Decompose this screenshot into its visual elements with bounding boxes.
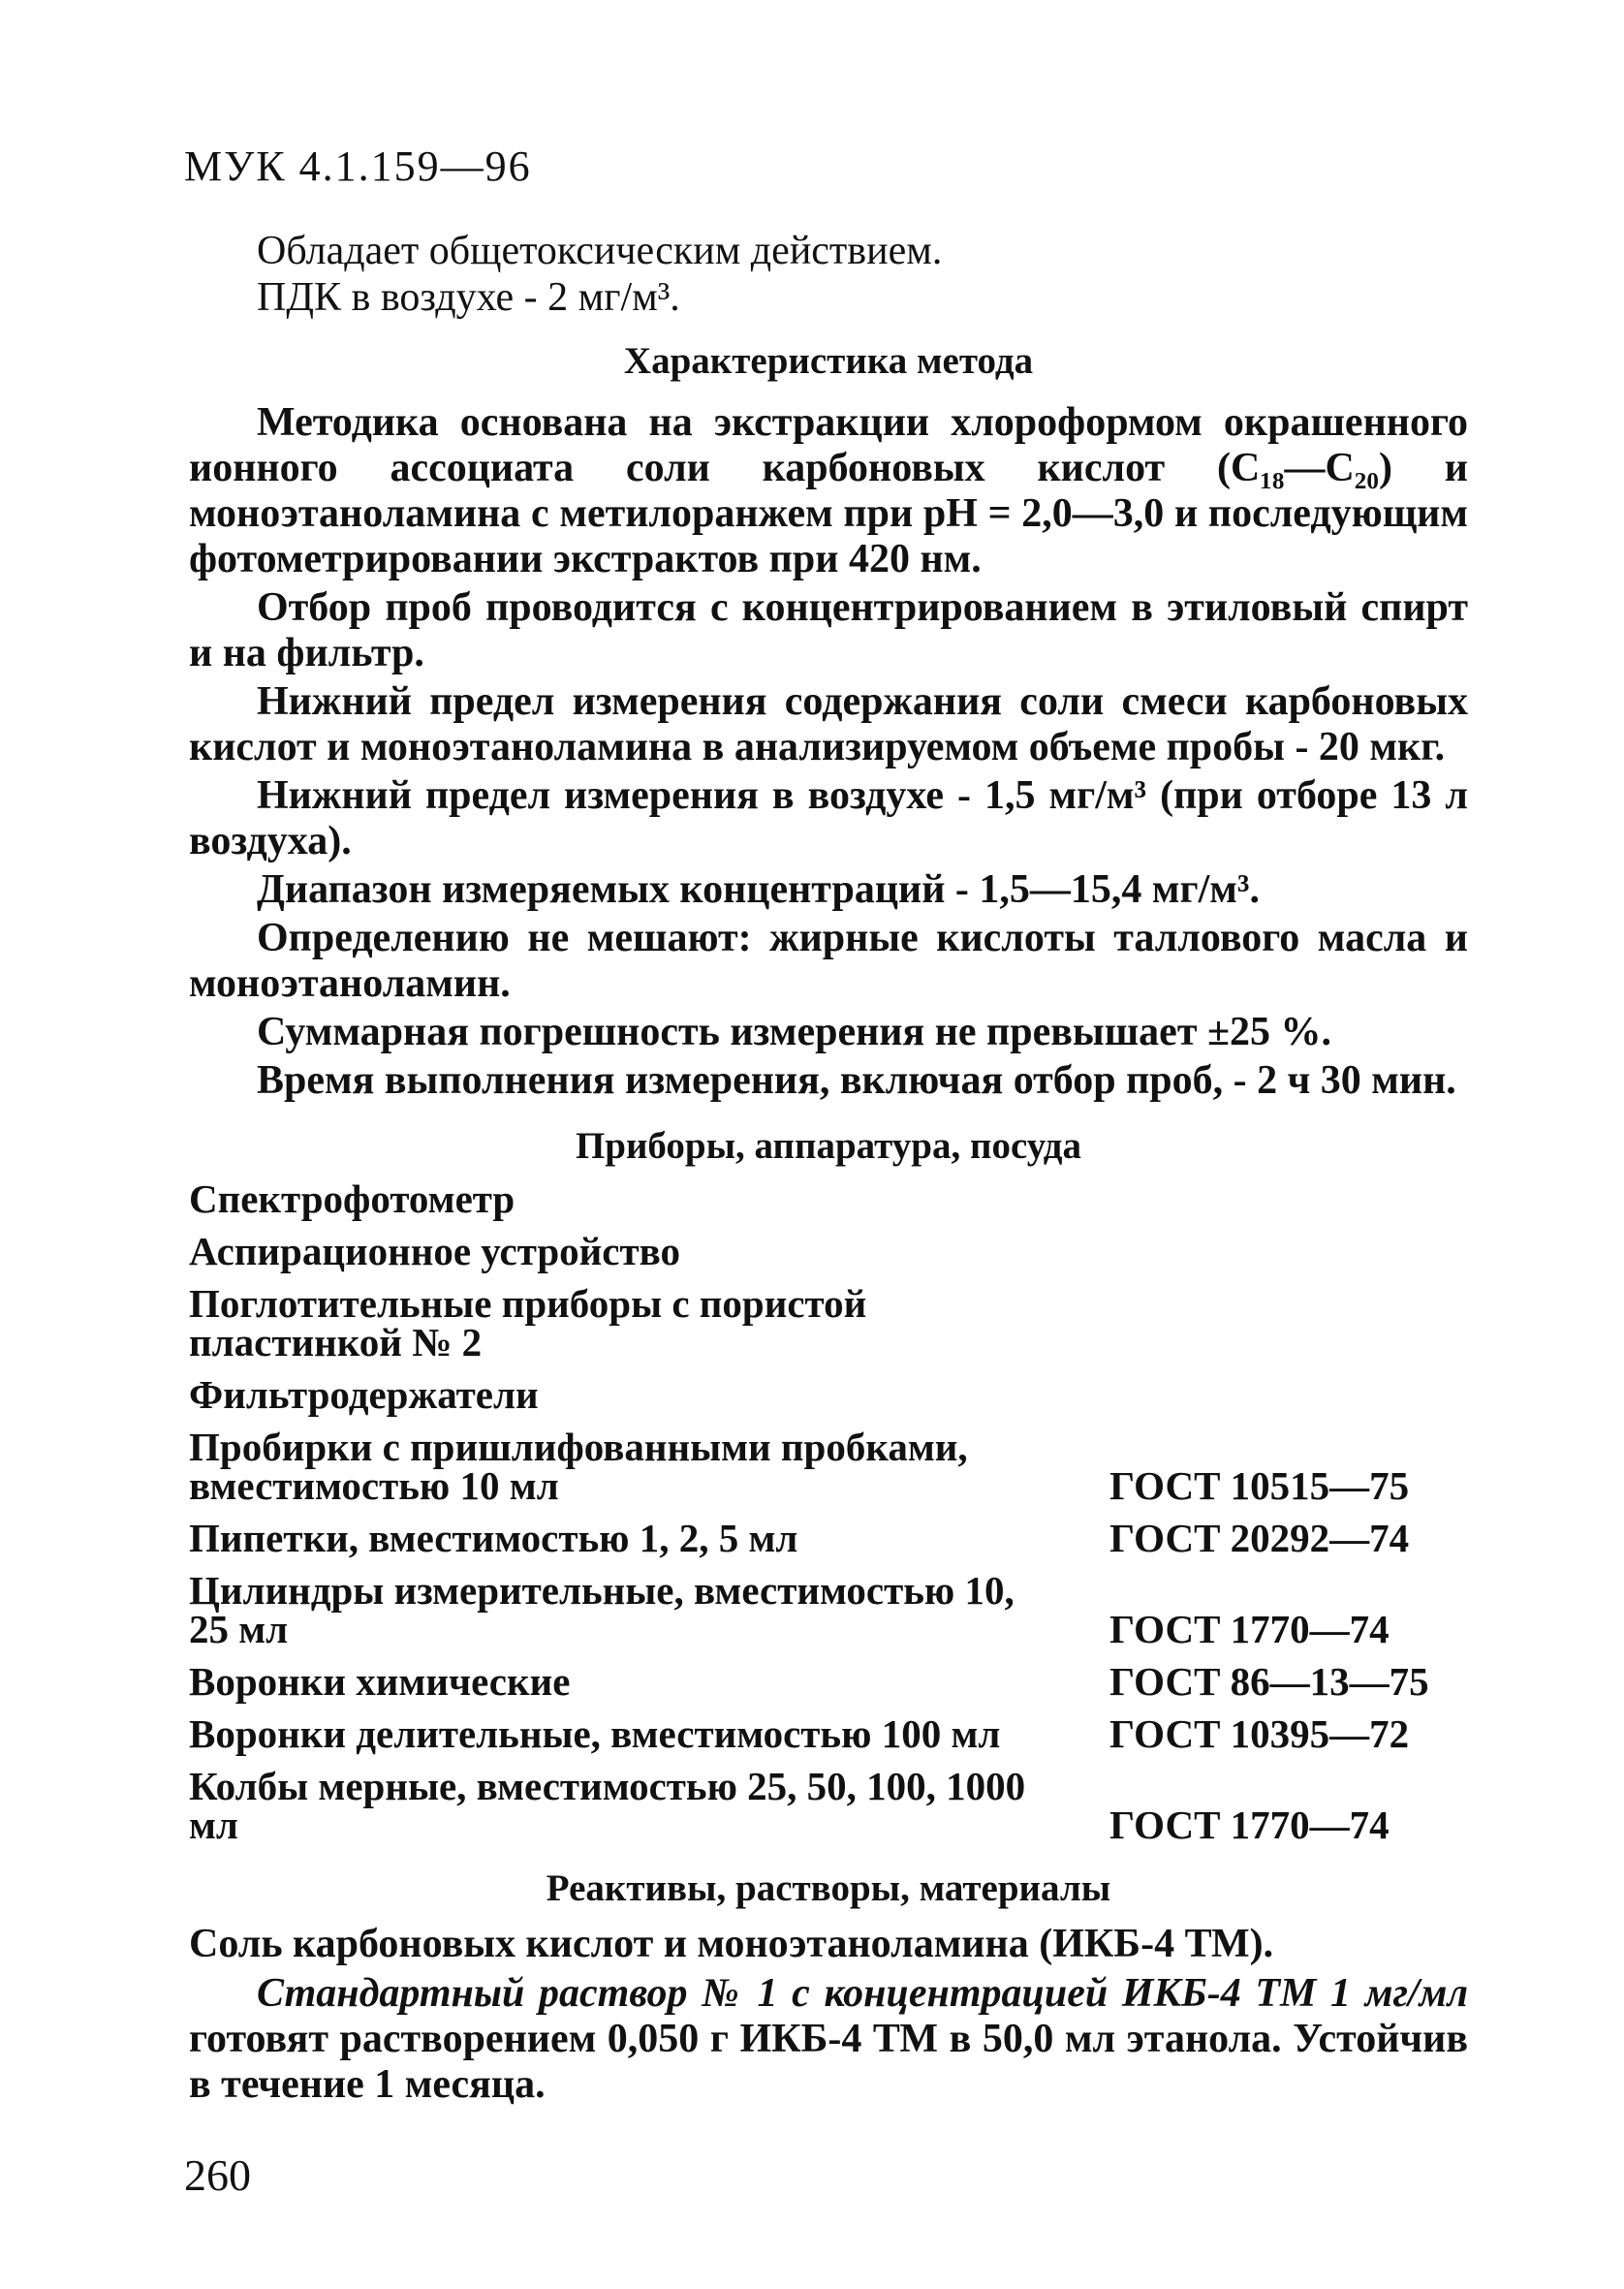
equipment-name: Воронки химические [189,1659,571,1704]
equipment-name: Фильтродержатели [189,1372,539,1417]
method-paragraph: Определению не мешают: жирные кислоты таллового масла и моноэтаноламин. [189,916,1468,1006]
equipment-row [189,1229,1449,1273]
equipment-name: Пипетки, вместимостью 1, 2, 5 мл [189,1516,798,1560]
equipment-row [189,1281,1449,1364]
page-number: 260 [184,2150,251,2200]
standard-solution-paragraph [189,1971,1468,2108]
page-content [189,228,1468,2108]
equipment-list [189,1176,1449,1847]
method-paragraph: Нижний предел измерения в воздухе - 1,5 мг/м³ (при отборе 13 л воздуха). [189,773,1468,863]
equipment-name: Спектрофотометр [189,1176,515,1221]
method-paragraph: Диапазон измеряемых концентраций - 1,5—15,4 мг/м³. [257,867,1260,912]
equipment-gost: ГОСТ 10395—72 [1109,1711,1410,1756]
equipment-name: Воронки делительные, вместимостью 100 мл [189,1711,1001,1756]
mac-line: ПДК в воздухе - 2 мг/м³. [257,275,680,320]
method-paragraph: Нижний предел измерения содержания соли смеси карбоновых кислот и моноэтаноламина в анализируемом объеме пробы - 20 мкг. [189,679,1468,769]
standard-solution-text: готовят растворением 0,050 г ИКБ-4 ТМ в 50,0 мл этанола. Устойчив в течение 1 месяца. [189,2017,1468,2107]
equipment-gost: ГОСТ 10515—75 [1109,1463,1410,1508]
method-paragraph: Методика основана на экстракции хлороформом окрашенного ионного ассоциата соли карбоновых кислот (C₁₈—C₂₀) и моноэтаноламина с метилоранжем при pH = 2,0—3,0 и последующим фотометрировании экстрактов при 420 нм. [189,400,1468,581]
method-paragraph: Время выполнения измерения, включая отбор проб, - 2 ч 30 мин. [257,1058,1456,1103]
toxicity-line: Обладает общетоксическим действием. [257,229,943,273]
standard-solution-title: Стандартный раствор № 1 с концентрацией ИКБ-4 ТМ 1 мг/мл [257,1971,1468,2016]
equipment-row [189,1659,1449,1704]
reagent-line: Соль карбоновых кислот и моноэтаноламина (ИКБ-4 ТМ). [189,1922,1274,1966]
equipment-gost: ГОСТ 1770—74 [1109,1803,1390,1847]
equipment-row [189,1764,1449,1847]
equipment-row [189,1372,1449,1417]
method-paragraph: Отбор проб проводится с концентрированием в этиловый спирт и на фильтр. [189,585,1468,675]
equipment-gost: ГОСТ 20292—74 [1109,1516,1410,1560]
equipment-row [189,1516,1449,1560]
equipment-name: Пробирки с пришлифованными пробками, вместимостью 10 мл [189,1425,968,1508]
equipment-row [189,1711,1449,1756]
equipment-heading: Приборы, аппаратура, посуда [575,1125,1082,1167]
equipment-row [189,1425,1449,1508]
equipment-gost: ГОСТ 86—13—75 [1109,1659,1429,1704]
equipment-name: Аспирационное устройство [189,1229,680,1273]
equipment-row [189,1176,1449,1221]
equipment-name: Поглотительные приборы с пористой пластинкой № 2 [189,1281,867,1364]
reagents-heading: Реактивы, растворы, материалы [546,1867,1111,1909]
method-paragraph: Суммарная погрешность измерения не превышает ±25 %. [257,1010,1332,1054]
equipment-row [189,1568,1449,1651]
running-header: МУК 4.1.159—96 [184,142,532,190]
equipment-gost: ГОСТ 1770—74 [1109,1607,1390,1651]
method-heading: Характеристика метода [623,340,1034,382]
equipment-name: Цилиндры измерительные, вместимостью 10, 25 мл [189,1568,1015,1651]
equipment-name: Колбы мерные, вместимостью 25, 50, 100, 1000 мл [189,1764,1026,1847]
